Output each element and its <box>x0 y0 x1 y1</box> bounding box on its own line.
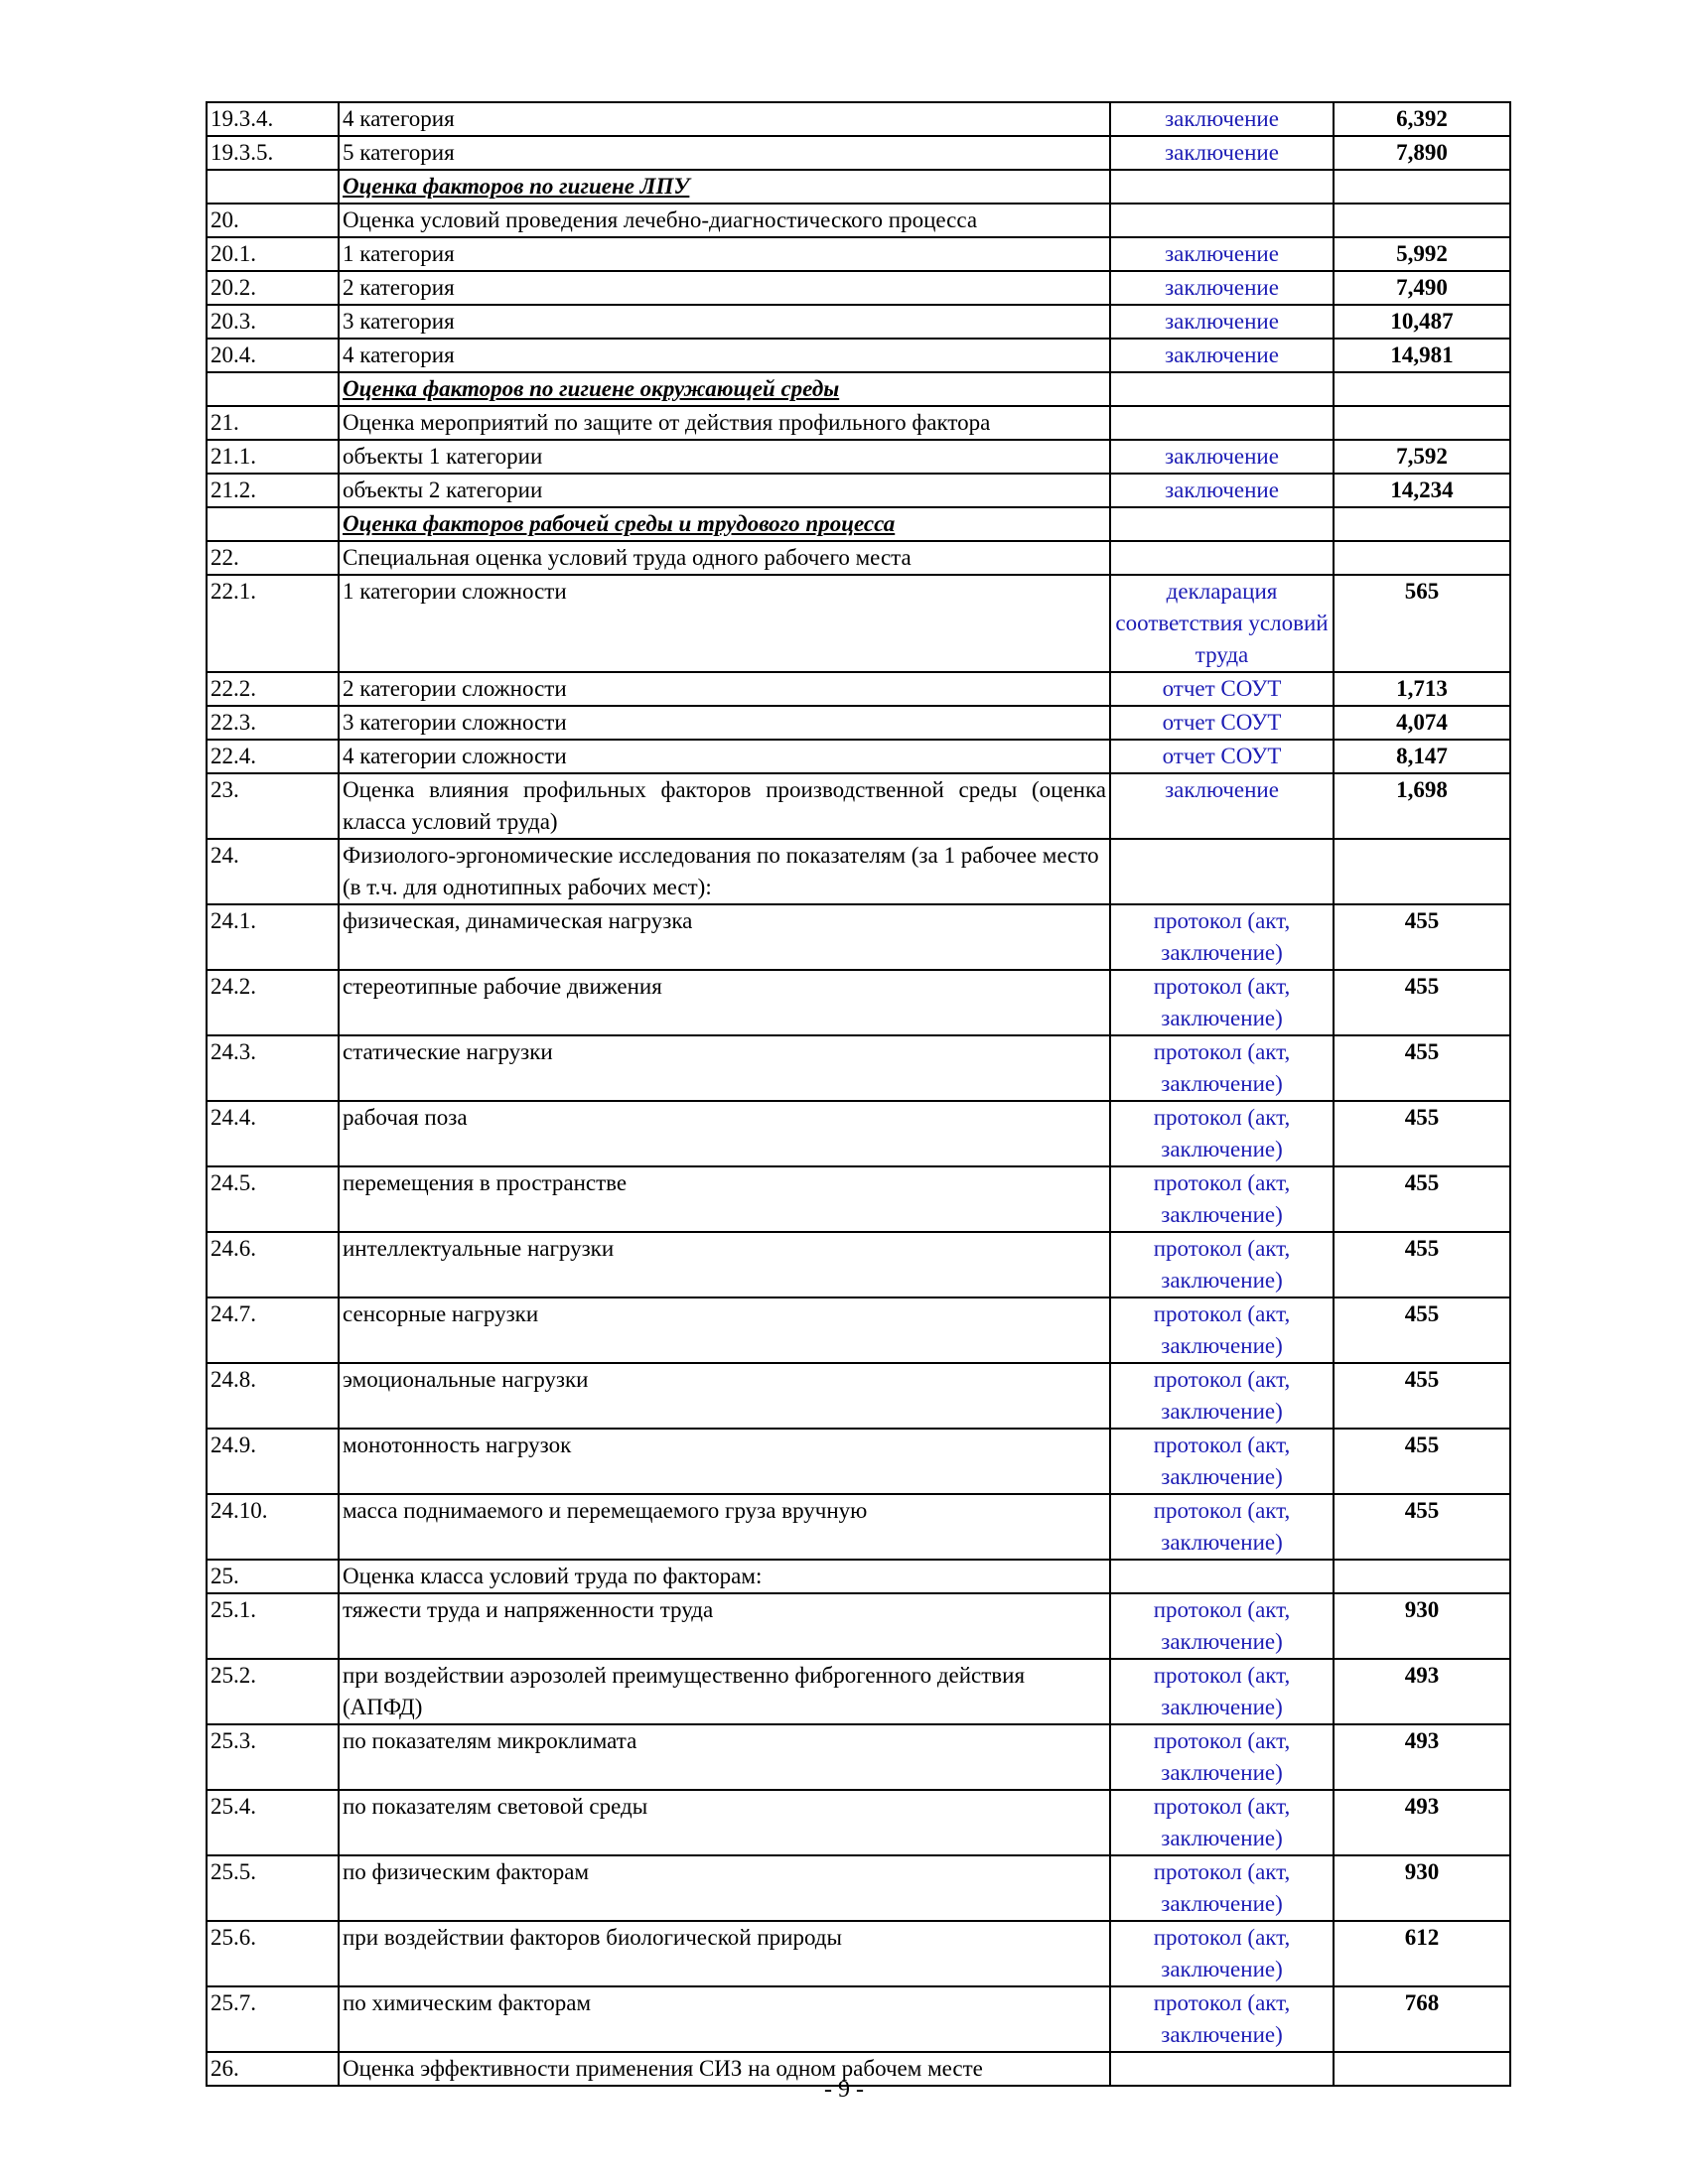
service-name-cell: масса поднимаемого и перемещаемого груза вручную <box>339 1494 1110 1560</box>
price-cell: 5,992 <box>1334 237 1510 271</box>
price-cell: 1,713 <box>1334 672 1510 706</box>
table-row <box>207 204 1510 237</box>
document-type-cell: отчет СОУТ <box>1110 672 1334 706</box>
price-cell: 455 <box>1334 1429 1510 1494</box>
service-name-cell: Оценка эффективности применения СИЗ на одном рабочем месте <box>339 2052 1110 2086</box>
document-type-cell <box>1110 406 1334 440</box>
table-row <box>207 406 1510 440</box>
table-row <box>207 1986 1510 2052</box>
price-cell <box>1334 541 1510 575</box>
table-row <box>207 1101 1510 1166</box>
service-name-cell: статические нагрузки <box>339 1035 1110 1101</box>
document-type-cell: отчет СОУТ <box>1110 740 1334 773</box>
item-number-cell: 25.4. <box>207 1790 339 1855</box>
document-type-cell: протокол (акт, заключение) <box>1110 970 1334 1035</box>
document-type-cell: заключение <box>1110 136 1334 170</box>
item-number-cell: 24.7. <box>207 1297 339 1363</box>
service-name-cell: 4 категория <box>339 339 1110 372</box>
table-row <box>207 740 1510 773</box>
item-number-cell: 20. <box>207 204 339 237</box>
table-body <box>207 102 1510 2086</box>
price-cell <box>1334 406 1510 440</box>
table-row <box>207 1232 1510 1297</box>
table-row <box>207 1363 1510 1429</box>
price-cell <box>1334 372 1510 406</box>
item-number-cell: 22.1. <box>207 575 339 672</box>
service-name-cell: тяжести труда и напряженности труда <box>339 1593 1110 1659</box>
table-row <box>207 1297 1510 1363</box>
item-number-cell <box>207 507 339 541</box>
price-cell: 455 <box>1334 1166 1510 1232</box>
price-cell: 455 <box>1334 1035 1510 1101</box>
price-cell: 6,392 <box>1334 102 1510 136</box>
item-number-cell: 24. <box>207 839 339 904</box>
table-row <box>207 1921 1510 1986</box>
price-cell: 455 <box>1334 1297 1510 1363</box>
price-cell <box>1334 170 1510 204</box>
service-name-cell: сенсорные нагрузки <box>339 1297 1110 1363</box>
price-cell: 455 <box>1334 1101 1510 1166</box>
item-number-cell: 24.9. <box>207 1429 339 1494</box>
table-row <box>207 706 1510 740</box>
document-type-cell <box>1110 372 1334 406</box>
item-number-cell: 25.6. <box>207 1921 339 1986</box>
table-row <box>207 541 1510 575</box>
document-type-cell: протокол (акт, заключение) <box>1110 1035 1334 1101</box>
price-cell: 493 <box>1334 1724 1510 1790</box>
document-type-cell: декларация соответствия условий труда <box>1110 575 1334 672</box>
section-title-cell: Оценка факторов по гигиене окружающей среды <box>339 372 1110 406</box>
service-name-cell: 2 категория <box>339 271 1110 305</box>
table-row <box>207 102 1510 136</box>
document-type-cell <box>1110 541 1334 575</box>
document-type-cell: протокол (акт, заключение) <box>1110 1724 1334 1790</box>
price-cell: 7,490 <box>1334 271 1510 305</box>
price-cell: 7,592 <box>1334 440 1510 474</box>
document-type-cell: отчет СОУТ <box>1110 706 1334 740</box>
price-cell: 4,074 <box>1334 706 1510 740</box>
service-name-cell: рабочая поза <box>339 1101 1110 1166</box>
item-number-cell: 21.2. <box>207 474 339 507</box>
price-cell: 8,147 <box>1334 740 1510 773</box>
price-cell: 930 <box>1334 1855 1510 1921</box>
item-number-cell: 25.2. <box>207 1659 339 1724</box>
service-name-cell: по показателям световой среды <box>339 1790 1110 1855</box>
document-type-cell <box>1110 204 1334 237</box>
table-row <box>207 237 1510 271</box>
service-name-cell: 5 категория <box>339 136 1110 170</box>
document-type-cell: заключение <box>1110 271 1334 305</box>
document-type-cell: протокол (акт, заключение) <box>1110 1855 1334 1921</box>
table-row <box>207 305 1510 339</box>
service-name-cell: по показателям микроклимата <box>339 1724 1110 1790</box>
service-name-cell: по физическим факторам <box>339 1855 1110 1921</box>
item-number-cell: 25.3. <box>207 1724 339 1790</box>
service-name-cell: 3 категория <box>339 305 1110 339</box>
item-number-cell: 22.3. <box>207 706 339 740</box>
document-type-cell: протокол (акт, заключение) <box>1110 904 1334 970</box>
item-number-cell: 25. <box>207 1560 339 1593</box>
item-number-cell: 20.4. <box>207 339 339 372</box>
table-row <box>207 904 1510 970</box>
service-name-cell: 1 категории сложности <box>339 575 1110 672</box>
item-number-cell: 20.2. <box>207 271 339 305</box>
item-number-cell: 24.8. <box>207 1363 339 1429</box>
section-heading-row <box>207 170 1510 204</box>
service-name-cell: Оценка класса условий труда по факторам: <box>339 1560 1110 1593</box>
item-number-cell: 26. <box>207 2052 339 2086</box>
service-name-cell: 2 категории сложности <box>339 672 1110 706</box>
service-name-cell: эмоциональные нагрузки <box>339 1363 1110 1429</box>
document-type-cell: заключение <box>1110 237 1334 271</box>
service-name-cell: перемещения в пространстве <box>339 1166 1110 1232</box>
item-number-cell <box>207 372 339 406</box>
document-type-cell <box>1110 507 1334 541</box>
service-name-cell: объекты 1 категории <box>339 440 1110 474</box>
price-cell: 14,234 <box>1334 474 1510 507</box>
item-number-cell: 25.7. <box>207 1986 339 2052</box>
service-name-cell: стереотипные рабочие движения <box>339 970 1110 1035</box>
table-row <box>207 1560 1510 1593</box>
document-type-cell: протокол (акт, заключение) <box>1110 1297 1334 1363</box>
table-row <box>207 136 1510 170</box>
service-name-cell: Специальная оценка условий труда одного рабочего места <box>339 541 1110 575</box>
service-name-cell: Оценка условий проведения лечебно-диагностического процесса <box>339 204 1110 237</box>
table-row <box>207 575 1510 672</box>
item-number-cell: 24.3. <box>207 1035 339 1101</box>
table-row <box>207 339 1510 372</box>
item-number-cell: 19.3.4. <box>207 102 339 136</box>
item-number-cell: 20.3. <box>207 305 339 339</box>
document-type-cell: заключение <box>1110 474 1334 507</box>
table-row <box>207 474 1510 507</box>
section-heading-row <box>207 507 1510 541</box>
item-number-cell: 22. <box>207 541 339 575</box>
table-row <box>207 1659 1510 1724</box>
price-cell: 455 <box>1334 1494 1510 1560</box>
document-type-cell: протокол (акт, заключение) <box>1110 1101 1334 1166</box>
document-type-cell: протокол (акт, заключение) <box>1110 1986 1334 2052</box>
document-type-cell: протокол (акт, заключение) <box>1110 1232 1334 1297</box>
item-number-cell: 24.2. <box>207 970 339 1035</box>
price-table <box>206 101 1511 2087</box>
price-cell: 493 <box>1334 1790 1510 1855</box>
price-cell <box>1334 1560 1510 1593</box>
price-cell: 455 <box>1334 970 1510 1035</box>
document-type-cell: протокол (акт, заключение) <box>1110 1790 1334 1855</box>
price-cell: 930 <box>1334 1593 1510 1659</box>
table-row <box>207 1593 1510 1659</box>
price-cell: 768 <box>1334 1986 1510 2052</box>
service-name-cell: физическая, динамическая нагрузка <box>339 904 1110 970</box>
item-number-cell: 24.4. <box>207 1101 339 1166</box>
table-row <box>207 440 1510 474</box>
item-number-cell: 19.3.5. <box>207 136 339 170</box>
table-row <box>207 1790 1510 1855</box>
price-cell: 455 <box>1334 904 1510 970</box>
document-type-cell: протокол (акт, заключение) <box>1110 1593 1334 1659</box>
service-name-cell: 3 категории сложности <box>339 706 1110 740</box>
document-type-cell: заключение <box>1110 773 1334 839</box>
table-row <box>207 1494 1510 1560</box>
item-number-cell: 23. <box>207 773 339 839</box>
section-title-cell: Оценка факторов по гигиене ЛПУ <box>339 170 1110 204</box>
document-type-cell <box>1110 170 1334 204</box>
document-type-cell: протокол (акт, заключение) <box>1110 1494 1334 1560</box>
document-type-cell <box>1110 839 1334 904</box>
price-cell <box>1334 204 1510 237</box>
document-type-cell: протокол (акт, заключение) <box>1110 1166 1334 1232</box>
service-name-cell: интеллектуальные нагрузки <box>339 1232 1110 1297</box>
price-cell: 612 <box>1334 1921 1510 1986</box>
price-cell: 565 <box>1334 575 1510 672</box>
service-name-cell: 4 категория <box>339 102 1110 136</box>
service-name-cell: объекты 2 категории <box>339 474 1110 507</box>
service-name-cell: Оценка мероприятий по защите от действия профильного фактора <box>339 406 1110 440</box>
item-number-cell: 25.5. <box>207 1855 339 1921</box>
item-number-cell: 22.2. <box>207 672 339 706</box>
table-row <box>207 1035 1510 1101</box>
service-name-cell: Оценка влияния профильных факторов производственной среды (оценка класса условий труда) <box>339 773 1110 839</box>
table-row <box>207 672 1510 706</box>
service-name-cell: Физиолого-эргономические исследования по показателям (за 1 рабочее место (в т.ч. для однотипных рабочих мест): <box>339 839 1110 904</box>
item-number-cell: 24.1. <box>207 904 339 970</box>
price-cell: 455 <box>1334 1363 1510 1429</box>
table-row <box>207 271 1510 305</box>
table-row <box>207 1166 1510 1232</box>
service-name-cell: при воздействии факторов биологической природы <box>339 1921 1110 1986</box>
document-type-cell: протокол (акт, заключение) <box>1110 1921 1334 1986</box>
page-number: - 9 - <box>824 2077 864 2103</box>
section-heading-row <box>207 372 1510 406</box>
table-row <box>207 970 1510 1035</box>
document-type-cell: заключение <box>1110 305 1334 339</box>
price-cell <box>1334 507 1510 541</box>
table-row <box>207 1429 1510 1494</box>
item-number-cell: 25.1. <box>207 1593 339 1659</box>
price-cell: 10,487 <box>1334 305 1510 339</box>
price-cell: 1,698 <box>1334 773 1510 839</box>
item-number-cell <box>207 170 339 204</box>
document-type-cell: протокол (акт, заключение) <box>1110 1363 1334 1429</box>
document-type-cell: заключение <box>1110 440 1334 474</box>
service-name-cell: 1 категория <box>339 237 1110 271</box>
item-number-cell: 21. <box>207 406 339 440</box>
service-name-cell: по химическим факторам <box>339 1986 1110 2052</box>
item-number-cell: 21.1. <box>207 440 339 474</box>
service-name-cell: монотонность нагрузок <box>339 1429 1110 1494</box>
item-number-cell: 22.4. <box>207 740 339 773</box>
service-name-cell: при воздействии аэрозолей преимущественно фиброгенного действия (АПФД) <box>339 1659 1110 1724</box>
document-type-cell: заключение <box>1110 339 1334 372</box>
item-number-cell: 24.5. <box>207 1166 339 1232</box>
document-type-cell: протокол (акт, заключение) <box>1110 1429 1334 1494</box>
price-cell: 14,981 <box>1334 339 1510 372</box>
document-type-cell <box>1110 1560 1334 1593</box>
item-number-cell: 24.6. <box>207 1232 339 1297</box>
price-cell <box>1334 839 1510 904</box>
price-cell: 455 <box>1334 1232 1510 1297</box>
item-number-cell: 20.1. <box>207 237 339 271</box>
table-row <box>207 773 1510 839</box>
table-row <box>207 839 1510 904</box>
price-cell: 493 <box>1334 1659 1510 1724</box>
table-row <box>207 1855 1510 1921</box>
price-cell: 7,890 <box>1334 136 1510 170</box>
service-name-cell: 4 категории сложности <box>339 740 1110 773</box>
document-type-cell: протокол (акт, заключение) <box>1110 1659 1334 1724</box>
table-row <box>207 1724 1510 1790</box>
section-title-cell: Оценка факторов рабочей среды и трудового процесса <box>339 507 1110 541</box>
item-number-cell: 24.10. <box>207 1494 339 1560</box>
document-type-cell: заключение <box>1110 102 1334 136</box>
